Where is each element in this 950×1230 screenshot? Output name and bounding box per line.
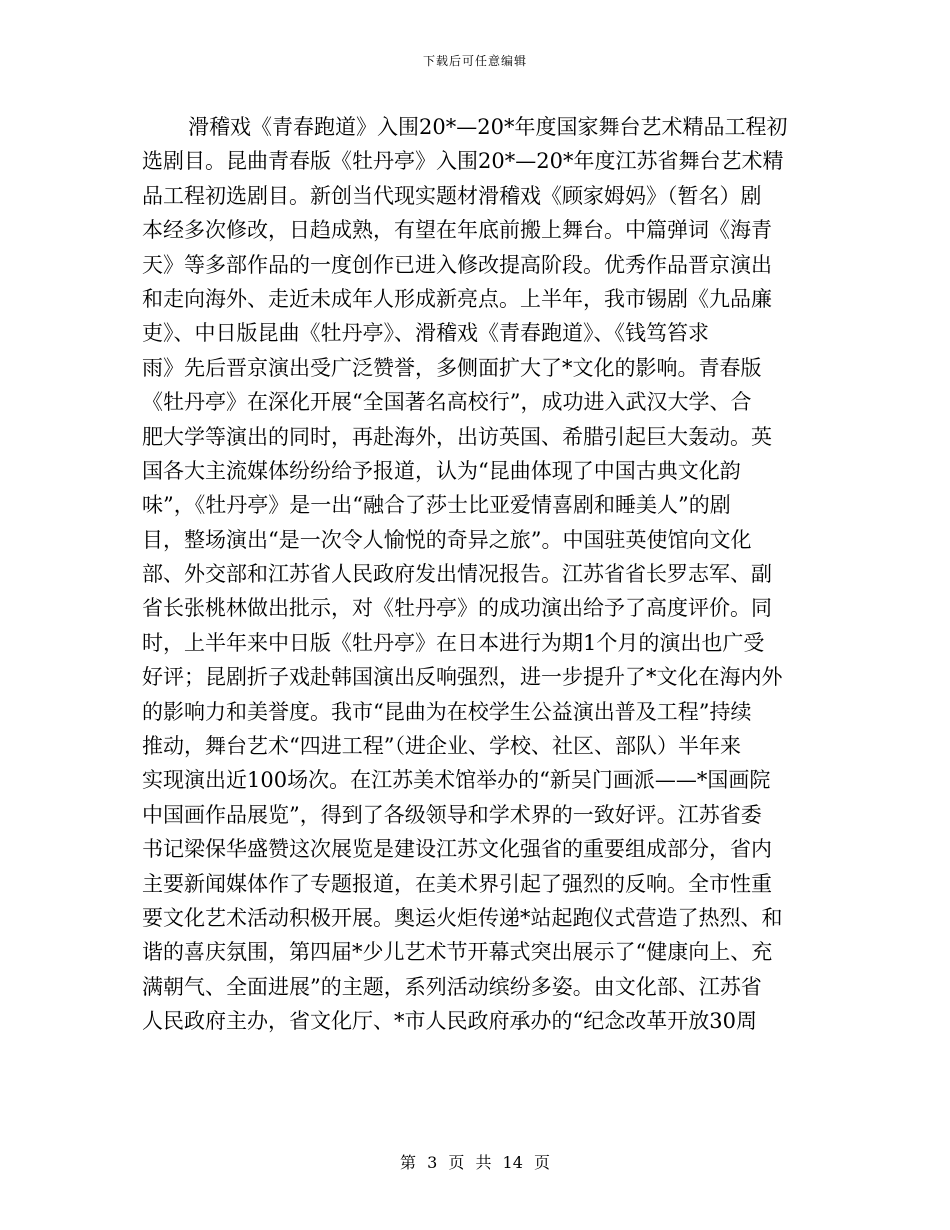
paragraph-line: 目，整场演出“是一次令人愉悦的奇异之旅”。中国驻英使馆向文化 — [142, 527, 752, 552]
paragraph-line: 中国画作品展览”，得到了各级领导和学术界的一致好评。江苏省委 — [142, 802, 762, 827]
paragraph-line: 谐的喜庆氛围，第四届*少儿艺术节开幕式突出展示了“健康向上、充 — [142, 940, 773, 965]
paragraph-line: 人民政府主办，省文化厅、*市人民政府承办的“纪念改革开放30周 — [142, 1009, 757, 1034]
document-body — [142, 110, 807, 1039]
paragraph-line: 省长张桃林做出批示，对《牡丹亭》的成功演出给予了高度评价。同 — [142, 596, 772, 621]
paragraph-line: 的影响力和美誉度。我市“昆曲为在校学生公益演出普及工程”持续 — [142, 699, 752, 724]
paragraph-line: 部、外交部和江苏省人民政府发出情况报告。江苏省省长罗志军、副 — [142, 562, 772, 587]
paragraph-line: 书记梁保华盛赞这次展览是建设江苏文化强省的重要组成部分，省内 — [142, 837, 772, 862]
paragraph-line: 主要新闻媒体作了专题报道，在美术界引起了强烈的反响。全市性重 — [142, 871, 772, 896]
paragraph-line: 好评；昆剧折子戏赴韩国演出反响强烈，进一步提升了*文化在海内外 — [142, 665, 783, 690]
paragraph-line: 天》等多部作品的一度创作已进入修改提高阶段。优秀作品晋京演出 — [142, 252, 772, 277]
paragraph-line: 味”，《牡丹亭》是一出“融合了莎士比亚爱情喜剧和睡美人”的剧 — [142, 493, 731, 518]
paragraph-line: 选剧目。昆曲青春版《牡丹亭》入围20*—20*年度江苏省舞台艺术精 — [142, 149, 784, 174]
paragraph-line: 国各大主流媒体纷纷给予报道，认为“昆曲体现了中国古典文化韵 — [142, 458, 741, 483]
paragraph-line: 吏》、中日版昆曲《牡丹亭》、滑稽戏《青春跑道》、《钱笃笞求 — [142, 321, 709, 346]
paragraph-line: 和走向海外、走近未成年人形成新亮点。上半年，我市锡剧《九品廉 — [142, 286, 772, 311]
paragraph-line: 要文化艺术活动积极开展。奥运火炬传递*站起跑仪式营造了热烈、和 — [142, 905, 783, 930]
paragraph-line: 实现演出近100场次。在江苏美术馆举办的“新吴门画派——*国画院 — [142, 768, 771, 793]
paragraph-line: 滑稽戏《青春跑道》入围20*—20*年度国家舞台艺术精品工程初 — [188, 115, 788, 139]
page-header-note: 下载后可任意编辑 — [422, 54, 527, 68]
paragraph-line: 满朝气、全面进展”的主题，系列活动缤纷多姿。由文化部、江苏省 — [142, 974, 762, 999]
paragraph-line: 本经多次修改，日趋成熟，有望在年底前搬上舞台。中篇弹词《海青 — [142, 218, 772, 243]
paragraph-line: 推动，舞台艺术“四进工程”（进企业、学校、社区、部队）半年来 — [142, 734, 741, 759]
paragraph-line: 品工程初选剧目。新创当代现实题材滑稽戏《顾家姆妈》（暂名）剧 — [142, 183, 762, 208]
paragraph-line: 肥大学等演出的同时，再赴海外，出访英国、希腊引起巨大轰动。英 — [142, 424, 772, 449]
paragraph-line: 时，上半年来中日版《牡丹亭》在日本进行为期1个月的演出也广受 — [142, 630, 765, 655]
page-number-footer: 第 3 页 共 14 页 — [400, 1153, 550, 1172]
paragraph-line: 雨》先后晋京演出受广泛赞誉，多侧面扩大了*文化的影响。青春版 — [142, 355, 762, 380]
paragraph-line: 《牡丹亭》在深化开展“全国著名高校行”，成功进入武汉大学、合 — [142, 390, 752, 415]
